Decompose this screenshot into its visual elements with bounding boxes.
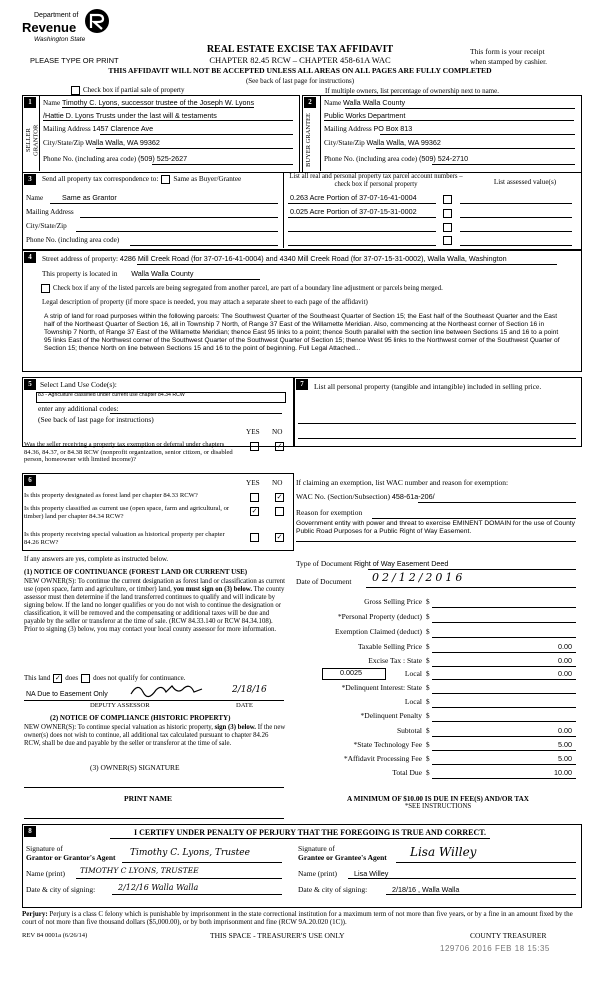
- grantor-agent-label: Grantor or Grantor's Agent: [26, 853, 116, 862]
- partial-sale-checkbox[interactable]: [71, 86, 80, 95]
- same-as-buyer-checkbox[interactable]: [161, 175, 170, 184]
- historic-yes-checkbox[interactable]: [250, 533, 259, 542]
- wac-number[interactable]: 458-61a-206/: [391, 492, 435, 501]
- land-qualify-row: This land ✓ does does not qualify for continuance.: [24, 674, 186, 683]
- dept-text: Department of: [34, 12, 79, 19]
- sec6-yes-header: YES: [246, 479, 260, 487]
- buyer-phone-row: Phone No. (including area code) (509) 524-2710: [324, 154, 469, 163]
- continuance-text: NEW OWNER(S): To continue the current designation as forest land or classification as current use (open space, farm and agriculture, or timber) land, you must sign on (3) below. The county assessor must then determine if the land transferred continues to qualify and will indicate by signing below. If the land no longer qualifies or you do not wish to continue the designation or classification, it will be removed and the compensating or additional taxes will be due and payable by the seller or transferor at the time of sale. (RCW 84.33.140 or RCW 84.34.108). Prior to signing (3) below, you may contact your local county assessor for more information.: [24, 578, 286, 634]
- personal-property-label: List all personal property (tangible and intangible) included in selling price.: [314, 382, 542, 391]
- del-int-local-currency: $: [426, 698, 430, 706]
- section-2-number: 2: [304, 97, 316, 108]
- grantee-agent-label: Grantee or Grantee's Agent: [298, 853, 387, 862]
- personal-label: *Personal Property (deduct): [337, 612, 422, 621]
- parcel-header: List all real and personal property tax parcel account numbers – check box if personal property: [289, 173, 463, 188]
- street-row: Street address of property: 4286 Mill Creek Road (for 37-07-16-41-0004) and 4340 Mill Creek Road (for 37-07-15-31-0002), Walla Walla, Washington: [42, 254, 507, 263]
- excise-state-value[interactable]: 0.00: [558, 656, 572, 665]
- aff-fee-value[interactable]: 5.00: [558, 754, 572, 763]
- historic-title: (2) NOTICE OF COMPLIANCE (HISTORIC PROPERTY): [50, 714, 231, 722]
- forest-yes-checkbox[interactable]: [250, 493, 259, 502]
- sec3-mail-label: Mailing Address: [26, 208, 74, 216]
- grantor-signature[interactable]: Timothy C. Lyons, Trustee: [130, 848, 250, 858]
- seller-name-2[interactable]: /Hattie D. Lyons Trusts under the last will & testaments: [43, 112, 293, 121]
- subtotal-label: Subtotal: [396, 726, 422, 735]
- local-label: Local: [404, 669, 422, 678]
- minimum-note: A MINIMUM OF $10.00 IS DUE IN FEE(S) AND/OR TAX: [347, 795, 529, 803]
- aff-fee-label: *Affidavit Processing Fee: [343, 754, 422, 763]
- buyer-mail-row: Mailing Address PO Box 813: [324, 124, 413, 133]
- seller-city[interactable]: Walla Walla, WA 99362: [85, 138, 160, 147]
- parcel-1-personal-checkbox[interactable]: [443, 195, 452, 204]
- does-not-checkbox[interactable]: [81, 674, 90, 683]
- sec5-yes-header: YES: [246, 428, 260, 436]
- assessor-note[interactable]: NA Due to Easement Only: [26, 691, 108, 698]
- select-land-use-label: Select Land Use Code(s):: [40, 380, 117, 389]
- grantee-date[interactable]: 2/18/16 , Walla Walla: [392, 885, 460, 894]
- buyer-phone[interactable]: (509) 524-2710: [419, 154, 469, 163]
- subtotal-value[interactable]: 0.00: [558, 726, 572, 735]
- excise-state-label: Excise Tax : State: [368, 656, 422, 665]
- exemption-currency: $: [426, 628, 430, 636]
- buyer-city[interactable]: Walla Walla, WA 99362: [366, 138, 441, 147]
- located-county[interactable]: Walla Walla County: [131, 269, 194, 278]
- buyer-name-row: Name Walla Walla County: [324, 98, 406, 107]
- seller-city-row: City/State/Zip Walla Walla, WA 99362: [43, 138, 160, 147]
- state-text: Washington State: [34, 36, 86, 43]
- assessor-date[interactable]: 2/18/16: [232, 685, 267, 695]
- section-3-number: 3: [24, 174, 36, 185]
- historic-no-checkbox[interactable]: ✓: [276, 533, 283, 541]
- form-number: REV 84 0001a (6/26/14): [22, 932, 88, 939]
- seller-name-row: Name Timothy C. Lyons, successor trustee of the Joseph W. Lyons: [43, 98, 255, 107]
- revenue-logo-icon: [82, 8, 112, 34]
- section-1-number: 1: [24, 97, 36, 108]
- current-use-question: Is this property classified as current use (open space, farm and agricultural, or timber) land per chapter 84.34 RCW?: [24, 505, 230, 520]
- doc-type-row: Type of Document Right of Way Easement Deed: [296, 559, 449, 568]
- exemption-yes-checkbox[interactable]: [250, 442, 259, 451]
- local-currency: $: [426, 670, 430, 678]
- parcel-2[interactable]: 0.025 Acre Portion of 37-07-15-31-0002: [290, 207, 417, 216]
- owner-signature-label: (3) OWNER(S) SIGNATURE: [90, 763, 180, 772]
- exemption-question: Was the seller receiving a property tax exemption or deferral under chapters 84.36, 84.37, or 84.38 RCW (nonprofit organization, senior citizen, or disabled person, homeowner with limited income)?: [24, 441, 233, 464]
- personal-currency: $: [426, 613, 430, 621]
- legal-label: Legal description of property (if more space is needed, you may attach a separate sheet to each page of the affidavit): [42, 298, 368, 306]
- doc-type[interactable]: Right of Way Easement Deed: [354, 559, 449, 568]
- buyer-mail[interactable]: PO Box 813: [373, 124, 413, 133]
- excise-state-currency: $: [426, 657, 430, 665]
- tech-fee-value[interactable]: 5.00: [558, 740, 572, 749]
- receipt-note-1: This form is your receipt: [470, 47, 545, 56]
- not-accepted-note: THIS AFFIDAVIT WILL NOT BE ACCEPTED UNLESS ALL AREAS ON ALL PAGES ARE FULLY COMPLETED: [108, 66, 492, 75]
- del-int-local-label: Local: [404, 697, 422, 706]
- continuance-title: (1) NOTICE OF CONTINUANCE (FOREST LAND OR CURRENT USE): [24, 568, 248, 576]
- subtotal-currency: $: [426, 727, 430, 735]
- historic-question: Is this property receiving special valuation as historical property per chapter 84.26 RCW?: [24, 531, 225, 546]
- forest-no-checkbox[interactable]: ✓: [276, 493, 283, 501]
- taxable-value[interactable]: 0.00: [558, 642, 572, 651]
- tech-fee-currency: $: [426, 741, 430, 749]
- sec5-no-header: NO: [272, 428, 283, 436]
- taxable-currency: $: [426, 643, 430, 651]
- exemption-label: Exemption Claimed (deduct): [334, 627, 422, 636]
- county-treasurer: COUNTY TREASURER: [470, 931, 547, 940]
- buyer-side-label: BUYER GRANTEE: [305, 113, 312, 167]
- taxable-label: Taxable Selling Price: [357, 642, 422, 651]
- sec3-name-label: Name: [26, 194, 44, 202]
- send-correspondence-row: Send all property tax correspondence to: Same as Buyer/Grantee: [42, 175, 242, 184]
- dor-logo: [18, 8, 128, 48]
- grantee-name[interactable]: Lisa Willey: [354, 869, 389, 878]
- reason-label: Reason for exemption: [296, 508, 363, 517]
- see-back-note: (See back of last page for instructions): [245, 77, 355, 85]
- does-checkbox[interactable]: ✓: [54, 674, 61, 682]
- buyer-city-row: City/State/Zip Walla Walla, WA 99362: [324, 138, 441, 147]
- parcel-2-personal-checkbox[interactable]: [443, 209, 452, 218]
- buyer-name-2[interactable]: Public Works Department: [324, 112, 574, 121]
- wac-row: WAC No. (Section/Subsection) 458-61a-206/: [296, 492, 435, 501]
- grantor-name-label: Name (print): [26, 869, 65, 878]
- grantee-signature[interactable]: Lisa Willey: [410, 845, 477, 859]
- grantor-date[interactable]: 2/12/16 Walla Walla: [118, 883, 199, 892]
- section-7-number: 7: [296, 379, 308, 390]
- grantee-name-label: Name (print): [298, 869, 337, 878]
- historic-text: NEW OWNER(S): To continue special valuation as historic property, sign (3) below. If the new owner(s) does not wish to continue, all additional tax calculated pursuant to chapter 84.26 RCW, shall be due and payable by the seller or transferor at the time of sale.: [24, 724, 286, 747]
- sec3-phone-label: Phone No. (including area code): [26, 236, 120, 244]
- total-label: Total Due: [392, 768, 422, 777]
- treasurer-space: THIS SPACE - TREASURER'S USE ONLY: [210, 931, 345, 940]
- form-title: REAL ESTATE EXCISE TAX AFFIDAVIT: [206, 44, 394, 55]
- grantor-date-label: Date & city of signing:: [26, 885, 96, 894]
- del-int-state-currency: $: [426, 684, 430, 692]
- assessor-signature: [128, 680, 208, 700]
- doc-date[interactable]: 02/12/2016: [372, 571, 466, 584]
- grantee-sig-label: Signature of: [298, 844, 335, 853]
- grantor-sig-label: Signature of: [26, 844, 63, 853]
- gross-currency: $: [426, 598, 430, 606]
- seller-phone-row: Phone No. (including area code) (509) 525-2627: [43, 154, 188, 163]
- section-4-number: 4: [24, 252, 36, 263]
- aff-fee-currency: $: [426, 755, 430, 763]
- perjury-note: Perjury: Perjury is a class C felony which is punishable by imprisonment in the state correctional institution for a maximum term of not more than five years, or by a fine in an amount fixed by the court of not more than five thousand dollars ($5,000.00), or by both imprisonment and fine (RCW 9A.20.020 (1C)).: [22, 910, 573, 927]
- assessor-date-label: DATE: [236, 702, 253, 709]
- sec3-city-label: City/State/Zip: [26, 222, 67, 230]
- doc-date-label: Date of Document: [296, 577, 352, 586]
- legal-description[interactable]: A strip of land for road purposes within the following parcels: The Southwest Quarter of the Southeast Quarter of Section 15; the East half of the Southeast Quarter and the East half of the Northeast Quarter of Section 16, all in Township 7 North, of Range 37 East of the Willamette Meridian. Also, commencing at the Northeast corner of Section 16 in Township 7 North, of Range 37 East of the Willamette Meridian; thence East 95 links to a point; thence South parallel with the section line between Sections 15 and 16 to a point 95 links East of the Northwest corner of the Southwest Quarter of the Southwest Quarter of Section 15; thence West 95 links to the Northwest corner of the Southwest Quarter of Section 15; thence North on line between Sections 15 and 16 to the point of beginning. Full Legal Attached...: [44, 313, 560, 353]
- tech-fee-label: *State Technology Fee: [353, 740, 422, 749]
- forest-question: Is this property designated as forest land per chapter 84.33 RCW?: [24, 492, 198, 499]
- grantor-name[interactable]: TIMOTHY C LYONS, TRUSTEE: [80, 866, 199, 875]
- parcel-1[interactable]: 0.263 Acre Portion of 37-07-16-41-0004: [290, 193, 417, 202]
- receipt-note-2: when stamped by cashier.: [470, 57, 548, 66]
- total-value[interactable]: 10.00: [554, 768, 572, 777]
- street-address[interactable]: 4286 Mill Creek Road (for 37-07-16-41-0004) and 4340 Mill Creek Road (for 37-07-15-31-0002), Walla Walla, Washington: [119, 254, 507, 263]
- seller-name[interactable]: Timothy C. Lyons, successor trustee of the Joseph W. Lyons: [61, 98, 255, 107]
- print-note: PLEASE TYPE OR PRINT: [30, 56, 119, 65]
- see-instructions-note: *SEE INSTRUCTIONS: [404, 803, 472, 810]
- del-pen-currency: $: [426, 712, 430, 720]
- if-yes-note: If any answers are yes, complete as instructed below.: [24, 556, 169, 563]
- del-int-state-label: *Delinquent Interest: State: [341, 683, 422, 692]
- print-name-label: PRINT NAME: [124, 794, 172, 803]
- local-value[interactable]: 0.00: [558, 669, 572, 678]
- del-pen-label: *Delinquent Penalty: [360, 711, 422, 720]
- revenue-text: Revenue: [22, 20, 77, 35]
- sec5-see-back: (See back of last page for instructions): [38, 415, 154, 424]
- treasurer-stamp: 129706 2016 FEB 18 15:35: [440, 944, 550, 953]
- exemption-reason[interactable]: Government entity with power and threat to exercise EMINENT DOMAIN for the use of County Public Road Purposes for a Public Right of Way Easement.: [296, 520, 576, 535]
- parcel-3-personal-checkbox[interactable]: [443, 223, 452, 232]
- current-use-no-checkbox[interactable]: [275, 507, 284, 516]
- exemption-claim-label: If claiming an exemption, list WAC number and reason for exemption:: [296, 478, 509, 487]
- gross-label: Gross Selling Price: [364, 597, 422, 606]
- located-row: This property is located in Walla Walla County: [42, 269, 194, 278]
- additional-codes-label: enter any additional codes:: [38, 404, 119, 413]
- seller-phone[interactable]: (509) 525-2627: [138, 154, 188, 163]
- local-rate: 0.0025: [340, 668, 362, 677]
- partial-sale-row: [68, 86, 184, 95]
- parcel-4-personal-checkbox[interactable]: [443, 236, 452, 245]
- seller-mail-row: Mailing Address 1457 Clarence Ave: [43, 124, 154, 133]
- section-6-number: 6: [24, 475, 36, 486]
- buyer-name[interactable]: Walla Walla County: [342, 98, 406, 107]
- segregated-checkbox[interactable]: [41, 284, 50, 293]
- grantee-date-label: Date & city of signing:: [298, 885, 368, 894]
- sec6-no-header: NO: [272, 479, 283, 487]
- total-currency: $: [426, 769, 430, 777]
- current-use-yes-checkbox[interactable]: ✓: [251, 507, 258, 515]
- seller-side-label: SELLER GRANTOR: [25, 124, 40, 156]
- section-8-number: 8: [24, 826, 36, 837]
- exemption-no-checkbox[interactable]: ✓: [276, 442, 283, 450]
- deputy-assessor-label: DEPUTY ASSESSOR: [90, 702, 150, 709]
- land-use-value: 83 - Agriculture classified under current use chapter 84.34 RCW: [38, 392, 185, 398]
- section-5-number: 5: [24, 379, 36, 390]
- segregated-row: Check box if any of the listed parcels are being segregated from another parcel, are part of a boundary line adjustment or parcels being merged.: [38, 284, 443, 293]
- seller-mail[interactable]: 1457 Clarence Ave: [92, 124, 154, 133]
- certify-statement: I CERTIFY UNDER PENALTY OF PERJURY THAT THE FOREGOING IS TRUE AND CORRECT.: [133, 828, 486, 837]
- partial-sale-label: Check box if partial sale of property: [83, 86, 185, 95]
- sec3-name[interactable]: Same as Grantor: [62, 193, 117, 202]
- chapter-text: CHAPTER 82.45 RCW – CHAPTER 458-61A WAC: [209, 55, 391, 65]
- assessed-header: List assessed value(s): [493, 178, 557, 186]
- multiple-owners-note: If multiple owners, list percentage of ownership next to name.: [325, 87, 499, 95]
- section-4-property: [22, 250, 582, 372]
